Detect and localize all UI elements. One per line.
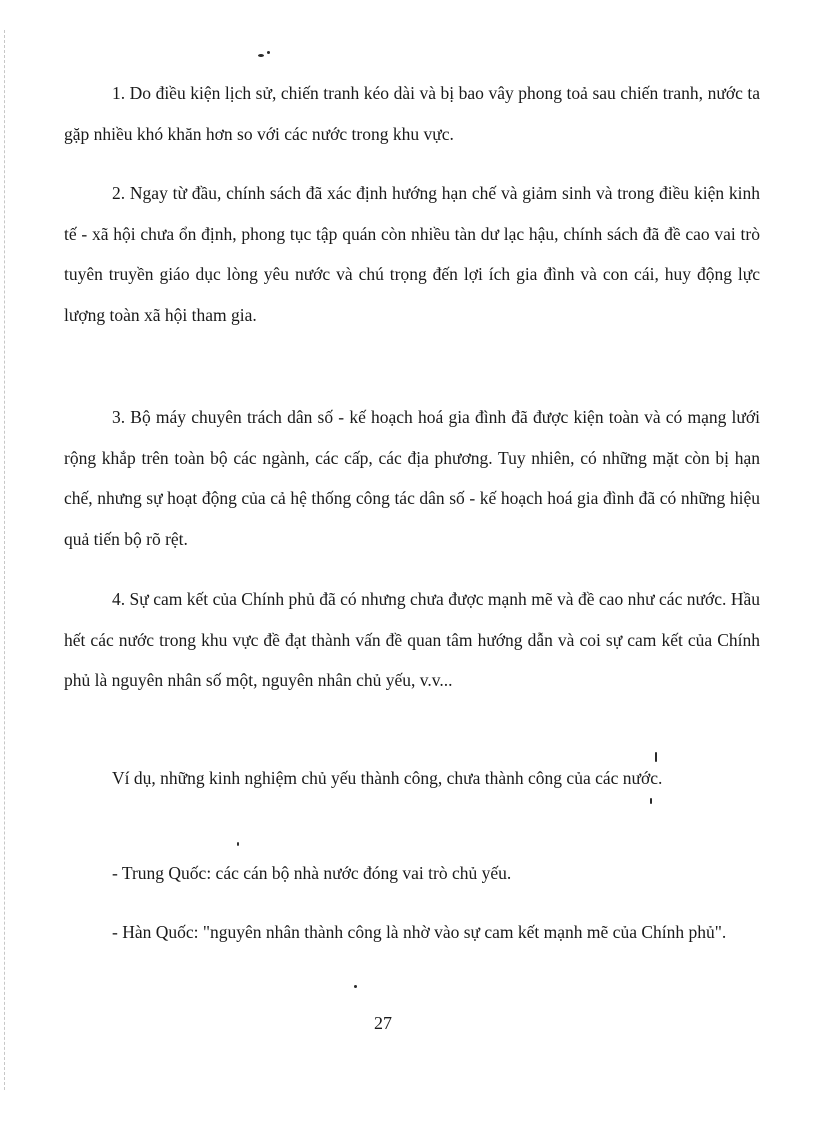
scan-speck <box>354 985 357 988</box>
paragraph-3: 3. Bộ máy chuyên trách dân số - kế hoạch hoá gia đình đã được kiện toàn và có mạng lưới rộng khắp trên toàn bộ các ngành, các cấp, các địa phương. Tuy nhiên, có những mặt còn bị hạn chế, nhưng sự hoạt động của cả hệ thống công tác dân số - kế hoạch hoá gia đình đã có những hiệu quả tiến bộ rõ rệt. <box>64 407 760 549</box>
paragraph-example-intro: Ví dụ, những kinh nghiệm chủ yếu thành công, chưa thành công của các nước. <box>112 768 663 788</box>
paragraph-korea: - Hàn Quốc: "nguyên nhân thành công là nhờ vào sự cam kết mạnh mẽ của Chính phủ". <box>112 922 727 942</box>
paragraph-2: 2. Ngay từ đầu, chính sách đã xác định hướng hạn chế và giảm sinh và trong điều kiện kinh tế - xã hội chưa ổn định, phong tục tập quán còn nhiều tàn dư lạc hậu, chính sách đã đề cao vai trò tuyên truyền giáo dục lòng yêu nước và chú trọng đến lợi ích gia đình và con cái, huy động lực lượng toàn xã hội tham gia. <box>64 183 760 325</box>
scan-speck <box>650 798 652 804</box>
scan-speck <box>237 842 239 846</box>
paragraph-china: - Trung Quốc: các cán bộ nhà nước đóng vai trò chủ yếu. <box>112 863 512 883</box>
scan-speck <box>258 54 264 57</box>
scan-left-edge <box>4 30 6 1090</box>
page-number: 27 <box>374 1013 392 1033</box>
scan-speck <box>267 51 270 54</box>
paragraph-1: 1. Do điều kiện lịch sử, chiến tranh kéo dài và bị bao vây phong toả sau chiến tranh, nước ta gặp nhiều khó khăn hơn so với các nước trong khu vực. <box>64 83 760 144</box>
paragraph-4: 4. Sự cam kết của Chính phủ đã có nhưng chưa được mạnh mẽ và đề cao như các nước. Hầu hết các nước trong khu vực đề đạt thành vấn đề quan tâm hướng dẫn và coi sự cam kết của Chính phủ là nguyên nhân số một, nguyên nhân chủ yếu, v.v... <box>64 589 760 690</box>
